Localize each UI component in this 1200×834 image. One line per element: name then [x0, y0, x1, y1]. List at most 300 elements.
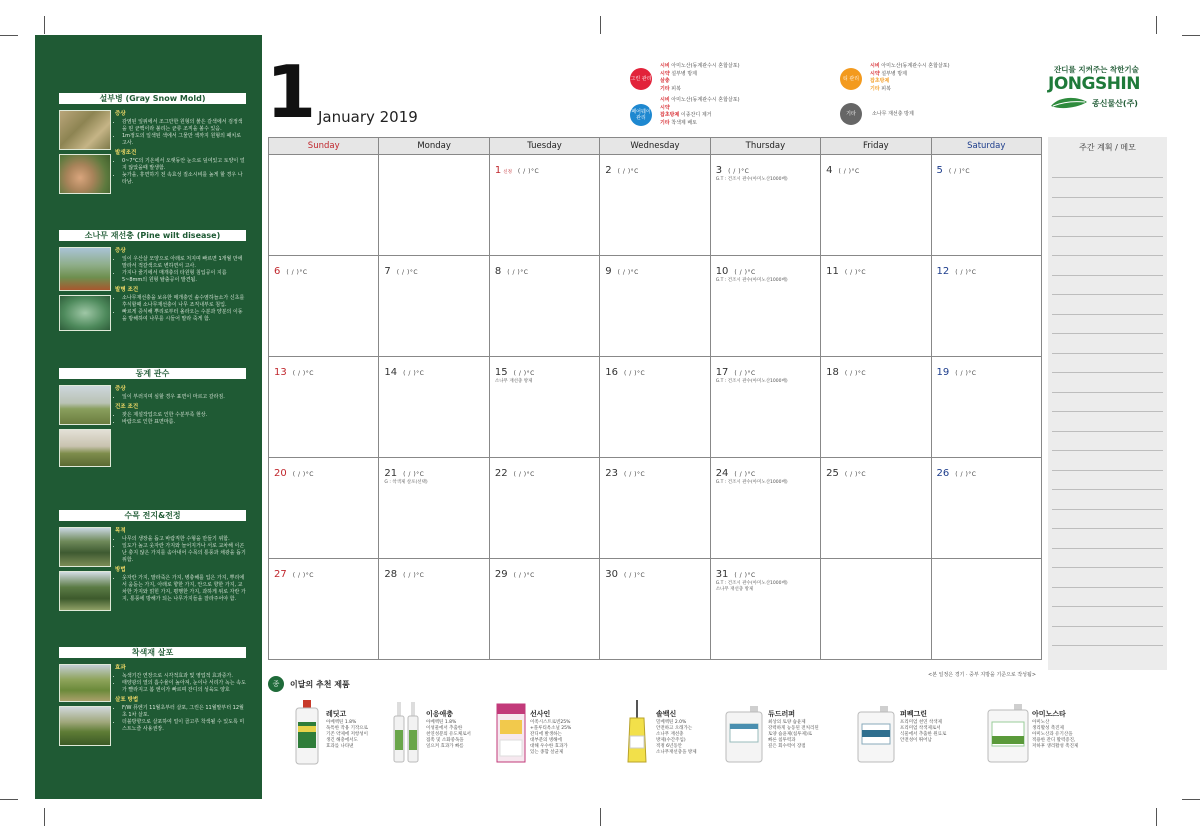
legend-key: 기타 — [660, 85, 670, 92]
memo-line — [1052, 275, 1163, 276]
day-cell[interactable] — [710, 458, 820, 559]
product-card — [724, 700, 852, 772]
temperature-blank: ( / )°C — [734, 471, 756, 478]
memo-line — [1052, 606, 1163, 607]
day-cell[interactable] — [931, 256, 1041, 357]
memo-line — [1052, 333, 1163, 334]
memo-line — [1052, 353, 1163, 354]
sub-heading: 증상 — [115, 248, 126, 254]
desc-line: 방제(수간주입) — [656, 738, 686, 743]
legend-key: 시약 — [660, 104, 670, 111]
section-title: 착색재 살포 — [59, 647, 246, 658]
week-row — [269, 155, 1042, 256]
bottle-icon — [292, 700, 322, 766]
desc-line: 깊은 회수력이 장점 — [768, 744, 806, 749]
pruned-pine-photo — [59, 527, 111, 567]
desc-line: 프리미엄 천연 착색제 — [900, 720, 942, 725]
product-name: 듀드러퍼 — [768, 710, 796, 718]
day-cell[interactable] — [379, 559, 489, 660]
day-number: 16 — [605, 367, 618, 378]
crop-mark — [0, 35, 18, 36]
day-cell[interactable] — [931, 458, 1041, 559]
day-number: 29 — [494, 569, 508, 580]
day-number: 17 — [715, 367, 729, 378]
desc-line: 최상의 토양 습윤제 — [768, 720, 806, 725]
temperature-blank: ( / )°C — [734, 370, 756, 377]
day-number: 12 — [936, 266, 950, 277]
day-cell[interactable] — [489, 256, 599, 357]
section-title: 수목 전지&전정 — [59, 510, 246, 521]
bullet: • 바람으로 인한 표면마름. — [122, 419, 246, 426]
memo-line — [1052, 294, 1163, 295]
legend-value: 착색제 배토 — [671, 119, 698, 126]
crop-mark — [1156, 808, 1157, 826]
legend-key: 시약 — [660, 70, 670, 77]
legend-value: 피복 — [881, 85, 891, 92]
section-title: 설부병 (Gray Snow Mold) — [59, 93, 246, 104]
temperature-blank: ( / )°C — [955, 471, 977, 478]
day-cell[interactable] — [600, 559, 710, 660]
day-number: 22 — [494, 468, 508, 479]
desc-line: 안전성이 뛰어남 — [900, 738, 932, 743]
memo-line — [1052, 177, 1163, 178]
desc-line: 적용한 잔디 활력증진, — [1032, 738, 1076, 743]
day-cell[interactable] — [269, 357, 379, 458]
package-icon — [496, 700, 526, 766]
temperature-blank: ( / )°C — [838, 168, 860, 175]
desc-line: 대부분의 병해에 — [530, 738, 562, 743]
sub-heading: 발생조건 — [115, 150, 137, 156]
pruned-trees-photo — [59, 571, 111, 611]
desc-line: 식물에서 추출한 원료로 — [900, 732, 947, 737]
schedule-note: G.T : 건조시 관수(아미노산1000배) — [715, 278, 788, 283]
memo-line — [1052, 411, 1163, 412]
legend-value: 아미노산(동계관수시 혼합살포) — [671, 97, 740, 103]
memo-line — [1052, 314, 1163, 315]
week-row — [269, 559, 1042, 660]
legend-badge-tee: 티 관리 — [840, 68, 862, 90]
memo-line — [1052, 236, 1163, 237]
temperature-blank: ( / )°C — [624, 370, 646, 377]
legend-other-text — [872, 111, 914, 119]
section-tree-pruning — [59, 510, 246, 611]
bullet: • 잦은 제설작업으로 인한 수분부족 현상. — [122, 412, 246, 419]
turf-care-sidebar — [35, 35, 262, 799]
bullet: • 소나무재선충을 보유한 매개충인 솔수염하늘소가 신초를 후식할때 소나무재선충이 나무 조직내부로 침입. — [122, 295, 246, 309]
section-title: 동계 관수 — [59, 368, 246, 379]
header-tuesday: Tuesday — [489, 138, 599, 155]
day-cell[interactable] — [931, 155, 1041, 256]
day-number: 23 — [605, 468, 618, 479]
temperature-blank: ( / )°C — [728, 168, 750, 175]
desc-line: 생긴 해충에서도 — [326, 738, 358, 743]
desc-line: 아베멕틴 1.8% — [326, 720, 357, 725]
day-number: 4 — [826, 165, 833, 176]
day-number: 9 — [605, 266, 612, 277]
legend-key: 잡초방제 — [660, 112, 680, 118]
temperature-blank: ( / )°C — [286, 269, 308, 276]
brand-badge-icon: 종 — [268, 676, 284, 692]
memo-line — [1052, 489, 1163, 490]
product-name: 레딧고 — [326, 710, 347, 718]
day-cell[interactable] — [489, 357, 599, 458]
colorant-fairway-photo — [59, 664, 111, 702]
legend-value: 설부병 방제 — [881, 70, 908, 77]
day-cell[interactable] — [710, 256, 820, 357]
header-friday: Friday — [821, 138, 931, 155]
section-title: 소나무 재선충 (Pine wilt disease) — [59, 230, 246, 241]
memo-title: 주간 계획 / 메모 — [1079, 143, 1136, 152]
product-card — [856, 700, 984, 772]
temperature-blank: ( / )°C — [955, 269, 977, 276]
company-name: 종신물산(주) — [1092, 99, 1138, 108]
day-cell[interactable] — [821, 357, 931, 458]
day-cell[interactable] — [489, 155, 599, 256]
day-cell[interactable] — [269, 559, 379, 660]
product-desc — [1032, 720, 1104, 750]
day-number: 13 — [274, 367, 287, 378]
desc-line: 접촉 및 소화중독을 — [426, 738, 464, 743]
day-number: 30 — [605, 569, 618, 580]
temperature-blank: ( / )°C — [948, 168, 971, 175]
jug-icon — [724, 700, 764, 766]
desc-line: 생리활성 촉진제 — [1032, 726, 1064, 731]
day-cell[interactable] — [710, 559, 820, 660]
temperature-blank: ( / )°C — [734, 572, 756, 579]
legend-key: 기타 — [660, 119, 670, 126]
day-number: 18 — [826, 367, 839, 378]
snow-mold-hand-photo — [59, 154, 111, 194]
crop-mark — [600, 808, 601, 826]
injector-icon — [622, 700, 652, 766]
temperature-blank: ( / )°C — [292, 572, 314, 579]
memo-line — [1052, 197, 1163, 198]
day-number: 26 — [936, 468, 950, 479]
memo-line — [1052, 216, 1163, 217]
bottle-icon — [392, 700, 422, 766]
temperature-blank: ( / )°C — [513, 370, 535, 377]
desc-line: 적정 6년동안 — [656, 744, 683, 749]
legend-green-text — [660, 63, 740, 93]
day-cell[interactable] — [710, 155, 820, 256]
temperature-blank: ( / )°C — [955, 370, 977, 377]
legend-key: 살충 — [660, 78, 670, 84]
legend-value: 설부병 방제 — [671, 70, 698, 77]
header-sunday: Sunday — [269, 138, 379, 155]
temperature-blank: ( / )°C — [844, 471, 867, 478]
temperature-blank: ( / )°C — [513, 471, 535, 478]
day-cell[interactable] — [379, 256, 489, 357]
schedule-note: 소나무 재선충 방제 — [715, 587, 754, 592]
desc-line: 있는 종합 살균제 — [530, 750, 564, 755]
day-number: 10 — [715, 266, 729, 277]
desc-line: 일으켜 효과가 빠름 — [426, 744, 464, 749]
product-name: 솔백신 — [656, 710, 677, 718]
month-title: January 2019 — [318, 108, 418, 126]
day-cell[interactable] — [600, 458, 710, 559]
week-row — [269, 357, 1042, 458]
header-thursday: Thursday — [710, 138, 820, 155]
desc-line: 이족시스트로빈25% — [530, 720, 571, 725]
leaf-logo-icon — [1049, 96, 1089, 110]
logo-slogan: 잔디를 지켜주는 착한기술 — [1054, 65, 1139, 74]
memo-line — [1052, 392, 1163, 393]
desc-line: 독특한 작용 기작으로 — [326, 726, 368, 731]
bullet: • 0~7°C의 기온에서 오랫동안 눈으로 덮여있고 토양이 얼지 않았을때 발생함. — [122, 158, 246, 172]
desc-line: 아베멕틴 1.8% — [426, 720, 457, 725]
memo-line — [1052, 450, 1163, 451]
sub-heading: 증상 — [115, 386, 126, 392]
desc-line: 밀베멕틴 2.0% — [656, 720, 687, 725]
day-number: 7 — [384, 266, 391, 277]
desc-line: 소나무 재선충 — [656, 732, 684, 737]
temperature-blank: ( / )°C — [844, 370, 867, 377]
day-cell[interactable] — [489, 559, 599, 660]
section-colorant-spray — [59, 647, 246, 746]
product-name: 이응애충 — [426, 710, 454, 718]
legend-value: 이종잔디 제거 — [680, 112, 712, 118]
day-cell[interactable] — [600, 155, 710, 256]
memo-line — [1052, 645, 1163, 646]
schedule-note: G : 착색제 살포(선택) — [384, 480, 428, 485]
schedule-note: G.T : 건조시 관수(아미노산1000배) — [715, 581, 788, 586]
jug-icon — [856, 700, 896, 766]
day-number: 20 — [274, 468, 287, 479]
temperature-blank: ( / )°C — [292, 370, 314, 377]
product-desc — [530, 720, 622, 756]
legend-value: 소나무 재선충 방제 — [872, 111, 914, 117]
sub-heading: 효과 — [115, 665, 126, 671]
memo-line — [1052, 567, 1163, 568]
memo-line — [1052, 470, 1163, 471]
sub-heading: 증상 — [115, 111, 126, 117]
legend-value: 아미노산(동계관수시 혼합살포) — [671, 63, 740, 69]
product-desc — [900, 720, 992, 744]
legend-badge-green: 그린 관리 — [630, 68, 652, 90]
sub-heading: 건조 조건 — [115, 404, 139, 410]
sub-heading: 살포 방법 — [115, 697, 139, 703]
pine-wilt-photo — [59, 247, 111, 291]
temperature-blank: ( / )°C — [403, 471, 425, 478]
day-number: 21 — [384, 468, 398, 479]
bullet: • 잎이 우산살 모양으로 아래로 처지며 빠르면 1개월 만에 말라서 적갈색으로 변하면서 고사. — [122, 256, 246, 270]
desc-line: 천연성분의 유도체로서 — [426, 732, 471, 737]
pine-nematode-photo — [59, 295, 111, 331]
day-number: 19 — [936, 367, 950, 378]
logo-wordmark: JONGSHIN — [1048, 74, 1140, 94]
schedule-note: G.T : 건조시 관수(아미노산1000배) — [715, 480, 788, 485]
sub-heading: 방법 — [115, 567, 126, 573]
crop-mark — [1156, 16, 1157, 34]
product-desc — [768, 720, 860, 750]
memo-line — [1052, 528, 1163, 529]
day-number: 11 — [826, 266, 839, 277]
legend-fairway-text — [660, 97, 740, 127]
schedule-footnote: <본 일정은 경기 · 중부 지방을 기준으로 작성됨> — [928, 672, 1037, 678]
desc-line: 기존 약제에 저항성이 — [326, 732, 368, 737]
section-winter-irrigation — [59, 368, 246, 467]
schedule-note: 소나무 재선충 방제 — [494, 379, 533, 384]
header-wednesday: Wednesday — [600, 138, 710, 155]
crop-mark — [1182, 799, 1200, 800]
temperature-blank: ( / )°C — [292, 471, 314, 478]
temperature-blank: ( / )°C — [517, 168, 540, 175]
sub-heading: 목적 — [115, 528, 126, 534]
day-cell[interactable] — [931, 559, 1041, 660]
day-cell[interactable] — [821, 559, 931, 660]
month-number: 1 — [266, 50, 317, 134]
temperature-blank: ( / )°C — [396, 269, 419, 276]
day-cell[interactable] — [269, 256, 379, 357]
desc-line: 빠른 침투력과 — [768, 738, 796, 743]
crop-mark — [1182, 35, 1200, 36]
day-number: 1 — [494, 165, 502, 176]
day-cell[interactable] — [600, 357, 710, 458]
crop-mark — [44, 16, 45, 34]
bullet: • 웃자란 가지, 말라죽은 가지, 병충해를 입은 가지, 뿌리에서 움돋는 가지, 아래로 향한 가지, 안으로 향한 가지, 교차한 가지와 얽힌 가지, 평행한 가지, 과하게 위로 자란 가지, 통풍에 방해가 되는 나무가지들을 잘라주어야 함. — [122, 575, 246, 603]
header-saturday: Saturday — [931, 138, 1041, 155]
day-cell[interactable] — [269, 155, 379, 256]
memo-line — [1052, 626, 1163, 627]
product-name: 아미노스타 — [1032, 710, 1066, 718]
section-snow-mold — [59, 93, 246, 194]
desc-line: 아미노산 — [1032, 720, 1050, 725]
bullet: • 감염된 잎위에서 조그만한 원형의 붉은 갈색에서 검정색을 띤 균핵이라 불리는 균류 조직을 볼수 있음. — [122, 119, 246, 133]
legend-tee-text — [870, 63, 950, 93]
bullet: • F/W 퓨엔기 11월초부터 살포, 그린은 11월말부터 12월 초 1차 살포. — [122, 705, 246, 719]
desc-line: 토양 습윤제(침투제)로 — [768, 732, 813, 737]
day-cell[interactable] — [379, 357, 489, 458]
bullet: • 태양광의 열의 흡수율이 높아져, 눈이나 서리가 녹는 속도가 빨라지고 봄 엔이가 빠르며 잔디의 성육도 양호 — [122, 680, 246, 694]
desc-line: 프리미엄 착색제로서 — [900, 726, 941, 731]
bullet: • 빠르게 증식해 뿌리로부터 올라오는 수분과 양분의 이동을 방해하여 나무를 시들어 말라 죽게 함. — [122, 309, 246, 323]
bullet: • 잎이 부러지며 심할 경우 표면이 마르고 갈라짐. — [122, 394, 246, 401]
desc-line: 안전하고 오래가는 — [656, 726, 693, 731]
week-row — [269, 458, 1042, 559]
day-cell[interactable] — [489, 458, 599, 559]
desc-line: 강력하게 능동된 전처리된 — [768, 726, 819, 731]
legend-key: 시약 — [870, 70, 880, 77]
crop-mark — [600, 16, 601, 34]
product-card — [496, 700, 624, 772]
day-cell[interactable] — [931, 357, 1041, 458]
irrigation-photo-2 — [59, 429, 111, 467]
desc-line: 효과를 나타낸 — [326, 744, 354, 749]
temperature-blank: ( / )°C — [403, 572, 425, 579]
day-cell[interactable] — [379, 155, 489, 256]
temperature-blank: ( / )°C — [403, 370, 425, 377]
day-number: 27 — [274, 569, 287, 580]
bullet: • 늦가을, 휴면하기 전 속효성 질소시비를 높게 할 경우 나타남. — [122, 172, 246, 186]
legend-key: 시비 — [660, 63, 670, 69]
day-number: 5 — [936, 165, 943, 176]
day-cell[interactable] — [269, 458, 379, 559]
bullet: • 나무의 생장을 돕고 바람직한 수형을 만들기 위함. — [122, 536, 246, 543]
desc-line: +플루티옥소닐 25% — [530, 726, 572, 731]
schedule-note: G.T : 건조시 관수(아미노산1000배) — [715, 177, 788, 182]
day-number: 28 — [384, 569, 398, 580]
bullet: • 녹색기간 연장으로 시각적효과 및 영업적 효과증가. — [122, 673, 246, 680]
day-cell[interactable] — [600, 256, 710, 357]
memo-lines — [1048, 159, 1167, 646]
desc-line: 소나무재선충을 방제 — [656, 750, 697, 755]
legend-value: 피복 — [671, 85, 681, 92]
sub-heading: 발병 조건 — [115, 287, 139, 293]
legend-value: 아미노산(동계관수시 혼합살포) — [881, 63, 950, 69]
legend-key: 기타 — [870, 85, 880, 92]
day-cell[interactable] — [379, 458, 489, 559]
legend-key: 잡초방제 — [870, 78, 890, 84]
day-number: 25 — [826, 468, 839, 479]
jug-icon — [986, 700, 1030, 766]
bullet: • 일도가 높고 웃자란 가지와 늘어지거나 서로 교차해 이곤난 충지 않은 가지를 솎아내어 수목의 통풍과 채광을 돕기 위함. — [122, 543, 246, 564]
section-pine-wilt — [59, 230, 246, 331]
day-number: 31 — [715, 569, 729, 580]
bullet: • 1m정도의 일색된 색에서 그물만 색까지 원형의 패치로 고사. — [122, 133, 246, 147]
temperature-blank: ( / )°C — [507, 269, 529, 276]
temperature-blank: ( / )°C — [617, 168, 639, 175]
memo-line — [1052, 372, 1163, 373]
legend-key: 시비 — [660, 97, 670, 103]
header-monday: Monday — [379, 138, 489, 155]
day-cell[interactable] — [821, 256, 931, 357]
memo-line — [1052, 587, 1163, 588]
desc-line: 이성물에서 추출한 — [426, 726, 463, 731]
legend-badge-fairway: 페어웨이 관리 — [630, 104, 652, 126]
product-name: 퍼펙그린 — [900, 710, 928, 718]
desc-line: 아미노산과 유기산을 — [1032, 732, 1073, 737]
products-title: 이달의 추천 제품 — [290, 680, 350, 689]
memo-line — [1052, 255, 1163, 256]
colorant-sprayer-photo — [59, 706, 111, 746]
temperature-blank: ( / )°C — [513, 572, 535, 579]
temperature-blank: ( / )°C — [624, 471, 646, 478]
day-number: 3 — [715, 165, 723, 176]
schedule-note: G.T : 건조시 관수(아미노산1000배) — [715, 379, 788, 384]
day-number: 24 — [715, 468, 729, 479]
day-cell[interactable] — [821, 458, 931, 559]
product-name: 선사인 — [530, 710, 551, 718]
legend-key: 시비 — [870, 63, 880, 69]
memo-line — [1052, 431, 1163, 432]
holiday-tag: 신정 — [503, 170, 512, 175]
crop-mark — [44, 808, 45, 826]
memo-line — [1052, 509, 1163, 510]
desc-line: 대해 우수한 효과가 — [530, 744, 568, 749]
temperature-blank: ( / )°C — [617, 269, 639, 276]
bullet: • 가지나 줄기에서 매개충의 타원형 침입공이 지름 5~8mm의 원형 탈출공이 발견됨. — [122, 270, 246, 284]
day-number: 8 — [494, 266, 502, 277]
desc-line: 잔디에 발생하는 — [530, 732, 562, 737]
legend-badge-other: 기타 — [840, 103, 862, 125]
temperature-blank: ( / )°C — [624, 572, 646, 579]
day-cell[interactable] — [710, 357, 820, 458]
weekday-header-row — [269, 138, 1042, 155]
month-calendar — [268, 137, 1042, 660]
temperature-blank: ( / )°C — [844, 269, 867, 276]
snow-mold-photo — [59, 110, 111, 150]
product-card — [986, 700, 1106, 772]
day-number: 2 — [605, 165, 612, 176]
memo-line — [1052, 548, 1163, 549]
weekly-memo-panel[interactable] — [1048, 137, 1167, 670]
day-number: 15 — [494, 367, 508, 378]
week-row — [269, 256, 1042, 357]
day-cell[interactable] — [821, 155, 931, 256]
desc-line: 저하후 생리활성 촉진제 — [1032, 744, 1079, 749]
temperature-blank: ( / )°C — [734, 269, 756, 276]
irrigation-photo — [59, 385, 111, 425]
